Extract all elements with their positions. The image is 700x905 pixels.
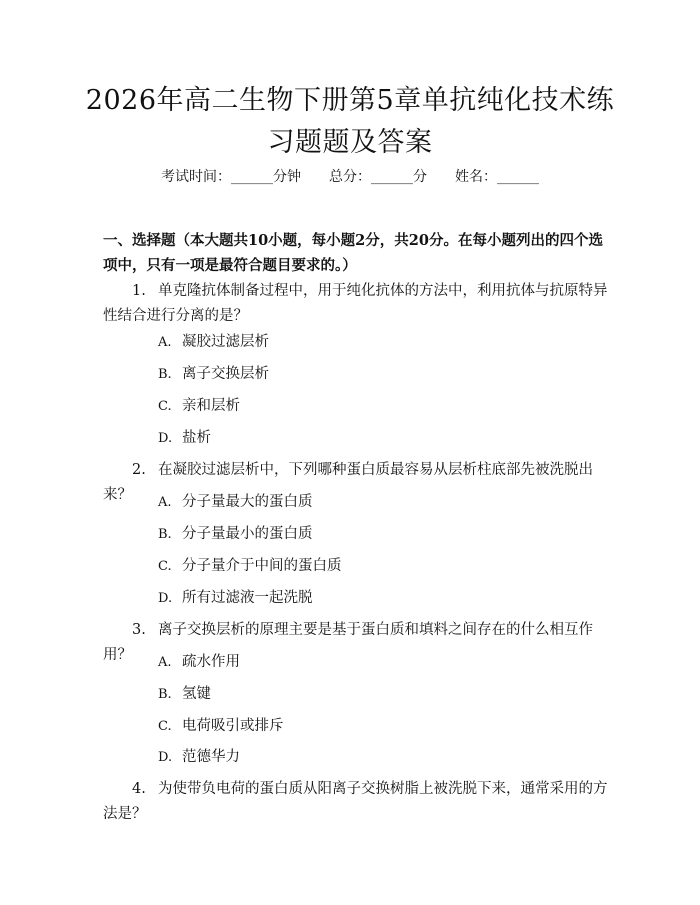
option-letter: C. — [158, 559, 172, 574]
question-number: 1. — [132, 283, 146, 299]
option-text: 分子量最小的蛋白质 — [182, 526, 313, 542]
option-text: 亲和层析 — [182, 398, 240, 414]
option-letter: B. — [158, 527, 172, 542]
option-letter: A. — [158, 335, 172, 350]
question-1-option-d — [158, 427, 211, 450]
name-label: 姓名：______ — [455, 169, 539, 185]
option-letter: D. — [158, 431, 173, 446]
option-letter: C. — [158, 399, 172, 414]
option-letter: C. — [158, 719, 172, 734]
option-text: 范德华力 — [182, 749, 240, 765]
option-text: 分子量最大的蛋白质 — [182, 494, 313, 510]
question-text: 为使带负电荷的蛋白质从阳离子交换树脂上被洗脱下来，通常采用的方法是？ — [103, 781, 608, 822]
question-1-option-c — [158, 395, 240, 418]
option-text: 凝胶过滤层析 — [182, 334, 269, 350]
question-text: 离子交换层析的原理主要是基于蛋白质和填料之间存在的什么相互作用？ — [103, 622, 593, 663]
question-2-option-d — [158, 587, 313, 610]
option-text: 所有过滤液一起洗脱 — [182, 590, 313, 606]
option-letter: B. — [158, 687, 172, 702]
option-letter: A. — [158, 655, 172, 670]
option-letter: B. — [158, 367, 172, 382]
question-2-option-c — [158, 555, 342, 578]
question-2-option-a — [158, 491, 313, 514]
question-3-option-c — [158, 715, 284, 738]
question-text: 在凝胶过滤层析中，下列哪种蛋白质最容易从层析柱底部先被洗脱出来？ — [103, 462, 593, 503]
question-text: 单克隆抗体制备过程中，用于纯化抗体的方法中，利用抗体与抗原特异性结合进行分离的是？ — [103, 283, 608, 324]
title-line-2: 习题题及答案 — [267, 127, 433, 158]
section-heading: 一、选择题（本大题共10小题，每小题2分，共20分。在每小题列出的四个选项中，只有一项是最符合题目要求的。） — [103, 232, 603, 274]
exam-info — [0, 166, 700, 188]
option-letter: D. — [158, 750, 173, 765]
question-3-option-a — [158, 651, 240, 674]
question-3-option-b — [158, 683, 211, 706]
document-title — [60, 80, 640, 164]
option-letter: A. — [158, 495, 172, 510]
title-line-1: 2026年高二生物下册第5章单抗纯化技术练 — [85, 85, 615, 116]
option-letter: D. — [158, 591, 173, 606]
option-text: 氢键 — [182, 686, 211, 702]
question-number: 2. — [132, 462, 146, 478]
question-2-option-b — [158, 523, 313, 546]
option-text: 离子交换层析 — [182, 366, 269, 382]
total-score-label: 总分：______分 — [329, 169, 427, 185]
question-4 — [103, 777, 608, 827]
option-text: 电荷吸引或排斥 — [182, 718, 284, 734]
question-1 — [103, 279, 608, 329]
question-number: 4. — [132, 781, 146, 797]
option-text: 分子量介于中间的蛋白质 — [182, 558, 342, 574]
question-1-option-b — [158, 363, 269, 386]
option-text: 疏水作用 — [182, 654, 240, 670]
exam-time-label: 考试时间：______分钟 — [161, 169, 301, 185]
option-text: 盐析 — [182, 430, 211, 446]
question-3-option-d — [158, 746, 240, 769]
question-number: 3. — [132, 622, 146, 638]
question-1-option-a — [158, 331, 269, 354]
